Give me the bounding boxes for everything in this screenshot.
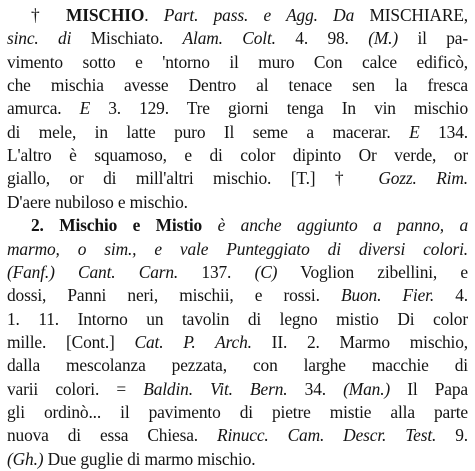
italic-text: Alam. Colt. bbox=[182, 28, 276, 49]
entry-line bbox=[7, 144, 468, 167]
italic-text: E bbox=[409, 121, 420, 142]
entry-line bbox=[7, 121, 468, 144]
bold-text: 2. bbox=[31, 215, 60, 236]
text-run: D'aere nubiloso e mischio. bbox=[7, 191, 188, 212]
entry-line bbox=[7, 167, 468, 190]
text-run: 137. bbox=[178, 261, 255, 282]
entry-line bbox=[7, 97, 468, 120]
text-run: . bbox=[144, 5, 164, 25]
italic-text: Baldin. Vit. Bern. bbox=[143, 378, 288, 399]
italic-text: Cant. Carn. bbox=[78, 261, 179, 282]
text-run: 134. bbox=[419, 121, 468, 142]
entry-line bbox=[7, 378, 468, 401]
entry-line bbox=[7, 284, 468, 307]
entry-line bbox=[7, 261, 468, 284]
text-run: mille. [Cont.] bbox=[7, 331, 135, 352]
text-run: varii colori. = bbox=[7, 378, 144, 399]
text-run: † bbox=[31, 5, 67, 25]
italic-text: (Gh.) bbox=[7, 448, 44, 469]
text-run: nuova di essa Chiesa. bbox=[7, 425, 217, 446]
entry-line bbox=[7, 354, 468, 377]
italic-text: Part. pass. e Agg. Da bbox=[163, 5, 355, 25]
italic-text: (Man.) bbox=[343, 378, 391, 399]
text-run: Voglion zibellini, e bbox=[277, 261, 468, 282]
italic-text: E bbox=[79, 98, 91, 119]
italic-text: Cat. P. Arch. bbox=[134, 331, 252, 352]
italic-text: è anche aggiunto a panno, a bbox=[202, 215, 468, 236]
entry-line bbox=[7, 448, 468, 471]
text-run: 9. bbox=[436, 425, 468, 446]
text-run: Mischiato. bbox=[71, 28, 183, 49]
italic-text: Gozz. Rim. bbox=[378, 168, 468, 189]
text-run: amurca. bbox=[7, 98, 80, 119]
italic-text: Buon. Fier. bbox=[340, 285, 435, 306]
entry-line bbox=[7, 74, 468, 97]
text-run: L'altro è squamoso, e di color dipinto Or verde, or bbox=[7, 145, 468, 166]
italic-text: (M.) bbox=[368, 28, 399, 49]
text-run: 34. bbox=[287, 378, 344, 399]
bold-text: MISCHIO bbox=[66, 5, 145, 25]
text-run: dalla mescolanza pezzata, con larghe macchie di bbox=[7, 355, 468, 376]
entry-line bbox=[7, 308, 468, 331]
text-run: di mele, in latte puro Il seme a macerar. bbox=[7, 121, 410, 142]
text-run: gli ordinò... il pavimento di pietre mistie alla parte bbox=[7, 401, 468, 422]
text-run: Il Papa bbox=[390, 378, 468, 399]
entry-line bbox=[7, 214, 468, 237]
italic-text: marmo, o sim., e vale Punteggiato di diversi colori. bbox=[7, 238, 468, 259]
entry-line bbox=[7, 401, 468, 424]
entry-line bbox=[7, 51, 468, 74]
text-run: Due guglie di marmo mischio. bbox=[43, 448, 256, 469]
italic-text: Rinucc. Cam. Descr. Test. bbox=[217, 425, 437, 446]
italic-text: sinc. di bbox=[7, 28, 72, 49]
text-run: 4. 98. bbox=[275, 28, 369, 49]
text-run: 3. 129. Tre giorni tenga In vin mischio bbox=[90, 98, 468, 119]
entry-line bbox=[7, 4, 468, 27]
entry-line bbox=[7, 331, 468, 354]
text-run: giallo, or di mill'altri mischio. [T.] † bbox=[7, 168, 379, 189]
text-run: il pa- bbox=[398, 28, 468, 49]
text-run: II. 2. Marmo mischio, bbox=[251, 331, 468, 352]
entry-line bbox=[7, 191, 468, 214]
text-run bbox=[55, 262, 78, 282]
bold-text: Mischio bbox=[59, 215, 118, 236]
bold-text: e bbox=[117, 215, 156, 236]
text-run: 1. 11. Intorno un tavolin di legno mistio Di color bbox=[7, 308, 468, 329]
text-run: vimento sotto e 'ntorno il muro Con calce edificò, bbox=[7, 51, 468, 72]
text-run: 4. bbox=[434, 285, 468, 306]
entry-line bbox=[7, 27, 468, 50]
text-run: MISCHIARE, bbox=[354, 5, 468, 25]
italic-text: (C) bbox=[254, 261, 278, 282]
entry-line bbox=[7, 238, 468, 261]
bold-text: Mistio bbox=[155, 215, 203, 236]
text-run: che mischia avesse Dentro al tenace sen la fresca bbox=[7, 75, 468, 96]
text-run: dossi, Panni neri, mischii, e rossi. bbox=[7, 285, 341, 306]
italic-text: (Fanf.) bbox=[7, 261, 55, 282]
